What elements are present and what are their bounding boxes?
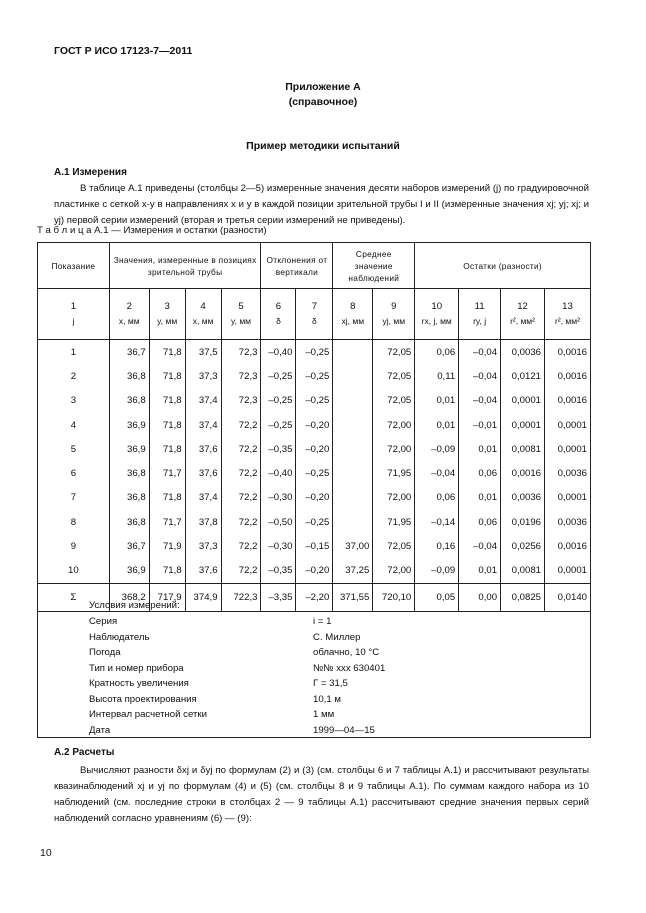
table-cell: 72,2 — [221, 510, 261, 534]
column-number: 4 — [200, 301, 206, 312]
table-cell: 71,8 — [149, 559, 185, 584]
table-cell: 2 — [38, 364, 110, 388]
table-cell: 72,3 — [221, 389, 261, 413]
table-row — [38, 486, 591, 510]
column-number: 1 — [70, 301, 77, 312]
table-cell: –0,30 — [261, 486, 296, 510]
column-unit: rx, j, мм — [421, 316, 452, 326]
table-row — [38, 559, 591, 584]
table-cell: 71,95 — [373, 510, 415, 534]
column-unit: x, мм — [192, 316, 214, 326]
sum-cell: 371,55 — [333, 583, 373, 611]
column-number: 2 — [126, 301, 132, 312]
table-cell: –0,40 — [261, 461, 296, 485]
table-cell — [333, 461, 373, 485]
header-measured: Значения, измеренные в позициях зрительной трубы — [109, 243, 261, 289]
column-unit: r², мм² — [555, 316, 580, 326]
column-label-1 — [38, 289, 110, 340]
sum-cell: –3,35 — [261, 583, 296, 611]
table-cell: 36,8 — [109, 510, 149, 534]
table-cell: –0,25 — [261, 413, 296, 437]
column-number-row — [38, 289, 591, 340]
table-row — [38, 413, 591, 437]
table-cell — [333, 413, 373, 437]
table-cell: 72,00 — [373, 486, 415, 510]
a2-text: Вычисляют разности δxj и δyj по формулам (2) и (3) (см. столбцы 6 и 7 таблицы А.1) и рассчитывают результаты квазинаблюдений xj и yj по формулам (4) и (5) (см. столбцы 8 и 9 таблицы А.1). По суммам каждого набора из 10 наблюдений (см. последние строки в столбцах 2 — 9 таблицы А.1) рассчитывают средние значения первых серий наблюдений согласно уравнениям (6) — (9): — [54, 765, 589, 824]
a1-text: В таблице А.1 приведены (столбцы 2—5) измеренные значения десяти наборов измерений (j) по градуировочной пластинке с сеткой x-y в направлениях x и y в каждой позиции зрительной трубы I и II (измеренные значения xj; yj; xj; и yj) первой серии измерений (вторая и третья серии измерений не приведены). — [54, 183, 589, 226]
table-row — [38, 340, 591, 365]
table-cell: –0,04 — [459, 534, 501, 558]
table-cell: 36,9 — [109, 559, 149, 584]
table-cell: 72,00 — [373, 559, 415, 584]
sum-symbol: Σ — [38, 583, 110, 611]
column-unit: j — [72, 316, 75, 326]
table-row — [38, 364, 591, 388]
column-label-4 — [185, 289, 221, 340]
condition-value: №№ ххх 630401 — [313, 662, 386, 674]
table-cell: –0,14 — [415, 510, 459, 534]
table-cell: 72,3 — [221, 340, 261, 365]
condition-label: Серия — [89, 616, 118, 627]
table-row — [38, 510, 591, 534]
table-cell: –0,04 — [459, 340, 501, 365]
table-cell: 36,7 — [109, 340, 149, 365]
table-cell: 0,0001 — [544, 486, 590, 510]
table-cell: 0,06 — [415, 340, 459, 365]
header-mean: Среднее значение наблюдений — [333, 243, 415, 289]
measurements-table — [37, 242, 591, 612]
table-cell: –0,25 — [296, 340, 333, 365]
condition-label: Кратность увеличения — [89, 678, 189, 689]
table-cell: 72,05 — [373, 340, 415, 365]
condition-value: 1999—04—15 — [313, 724, 375, 736]
table-cell: 71,7 — [149, 510, 185, 534]
table-cell — [333, 389, 373, 413]
condition-row — [89, 725, 569, 741]
condition-value: 10,1 м — [313, 693, 341, 705]
column-number: 11 — [474, 301, 485, 312]
table-cell: 72,00 — [373, 437, 415, 461]
table-cell: 71,95 — [373, 461, 415, 485]
table-cell: –0,04 — [415, 461, 459, 485]
table-cell: 71,7 — [149, 461, 185, 485]
table-cell: –0,25 — [261, 389, 296, 413]
table-row — [38, 534, 591, 558]
table-cell: –0,04 — [459, 364, 501, 388]
section-title: Пример методики испытаний — [246, 140, 400, 152]
sum-cell: 0,0825 — [501, 583, 545, 611]
a2-heading: А.2 Расчеты — [54, 747, 115, 758]
table-cell: –0,20 — [296, 437, 333, 461]
table-cell: –0,25 — [261, 364, 296, 388]
table-cell: 71,8 — [149, 486, 185, 510]
table-cell: –0,30 — [261, 534, 296, 558]
table-cell: –0,20 — [296, 413, 333, 437]
column-label-5 — [221, 289, 261, 340]
table-cell: 37,4 — [185, 413, 221, 437]
table-cell — [333, 510, 373, 534]
table-cell: –0,35 — [261, 559, 296, 584]
table-cell: 0,0001 — [544, 437, 590, 461]
measurement-conditions — [37, 595, 591, 738]
table-cell: –0,15 — [296, 534, 333, 558]
table-cell: 37,25 — [333, 559, 373, 584]
condition-row — [89, 663, 569, 679]
table-cell — [333, 340, 373, 365]
condition-row — [89, 694, 569, 710]
table-cell: 36,8 — [109, 461, 149, 485]
table-cell: 9 — [38, 534, 110, 558]
table-cell: 36,7 — [109, 534, 149, 558]
column-unit: r², мм² — [510, 316, 535, 326]
column-number: 10 — [431, 301, 443, 312]
table-cell — [333, 364, 373, 388]
header-reading: Показание — [38, 243, 110, 289]
table-cell: 0,0016 — [544, 534, 590, 558]
condition-value: облачно, 10 °С — [313, 647, 380, 658]
table-cell: –0,01 — [459, 413, 501, 437]
sum-cell: 0,0140 — [544, 583, 590, 611]
table-cell: 72,2 — [221, 437, 261, 461]
table-cell: 0,0001 — [544, 559, 590, 584]
column-label-9 — [373, 289, 415, 340]
table-cell: 0,0196 — [501, 510, 545, 534]
condition-row — [89, 709, 569, 725]
table-cell: 37,4 — [185, 389, 221, 413]
column-number: 8 — [350, 301, 356, 312]
table-cell: –0,50 — [261, 510, 296, 534]
table-cell: 72,2 — [221, 534, 261, 558]
table-row — [38, 461, 591, 485]
column-number: 12 — [517, 301, 528, 312]
condition-value: i = 1 — [313, 616, 332, 627]
table-cell: 0,01 — [459, 559, 501, 584]
table-cell: 0,06 — [459, 461, 501, 485]
table-cell: 71,8 — [149, 413, 185, 437]
column-label-10 — [415, 289, 459, 340]
table-cell: 37,5 — [185, 340, 221, 365]
table-cell: 37,6 — [185, 559, 221, 584]
table-cell: 0,0081 — [501, 559, 545, 584]
table-cell: –0,09 — [415, 559, 459, 584]
column-label-3 — [149, 289, 185, 340]
table-cell: 0,06 — [459, 510, 501, 534]
document-header: ГОСТ Р ИСО 17123-7—2011 — [54, 45, 193, 57]
table-cell: 0,0016 — [501, 461, 545, 485]
table-cell — [333, 486, 373, 510]
column-label-12 — [501, 289, 545, 340]
condition-label: Интервал расчетной сетки — [89, 709, 207, 720]
column-label-8 — [333, 289, 373, 340]
table-cell: 8 — [38, 510, 110, 534]
table-cell: 72,2 — [221, 413, 261, 437]
table-cell: –0,04 — [459, 389, 501, 413]
condition-label: Наблюдатель — [89, 631, 150, 643]
sum-cell: –2,20 — [296, 583, 333, 611]
table-cell: 0,0256 — [501, 534, 545, 558]
table-cell: 5 — [38, 437, 110, 461]
condition-value: Г = 31,5 — [313, 678, 348, 689]
table-cell: 72,05 — [373, 389, 415, 413]
condition-label: Высота проектирования — [89, 693, 197, 705]
sum-cell: 720,10 — [373, 583, 415, 611]
column-number: 9 — [391, 301, 397, 312]
header-residuals: Остатки (разности) — [415, 243, 591, 289]
table-cell: –0,20 — [296, 559, 333, 584]
table-cell: 0,01 — [415, 389, 459, 413]
table-cell: 37,3 — [185, 534, 221, 558]
condition-label: Погода — [89, 647, 121, 658]
column-unit: yj, мм — [382, 316, 406, 326]
table-cell: 3 — [38, 389, 110, 413]
table-cell: –0,25 — [296, 461, 333, 485]
table-cell: 36,8 — [109, 364, 149, 388]
table-cell: 0,0001 — [544, 413, 590, 437]
table-cell: 71,8 — [149, 437, 185, 461]
column-label-11 — [459, 289, 501, 340]
table-cell: 0,11 — [415, 364, 459, 388]
column-unit: x, мм — [118, 316, 140, 326]
column-label-2 — [109, 289, 149, 340]
table-header-row — [38, 243, 591, 289]
sum-cell: 368,2 — [109, 583, 149, 611]
table-cell: 0,16 — [415, 534, 459, 558]
table-cell: 0,0081 — [501, 437, 545, 461]
column-label-6 — [261, 289, 296, 340]
condition-row — [89, 647, 569, 663]
table-cell: 72,2 — [221, 461, 261, 485]
column-number: 3 — [164, 301, 170, 312]
table-cell: 36,9 — [109, 437, 149, 461]
column-number: 5 — [238, 301, 244, 312]
table-cell: 71,9 — [149, 534, 185, 558]
table-cell: 37,00 — [333, 534, 373, 558]
table-cell: 72,05 — [373, 364, 415, 388]
column-unit: y, мм — [231, 316, 252, 326]
table-cell: 71,8 — [149, 389, 185, 413]
a1-heading: А.1 Измерения — [54, 167, 127, 178]
column-unit: y, мм — [157, 316, 178, 326]
table-cell: 36,9 — [109, 413, 149, 437]
condition-value: 1 мм — [313, 709, 335, 720]
condition-row — [89, 616, 569, 632]
table-cell: 0,0121 — [501, 364, 545, 388]
table-cell: 0,0036 — [544, 461, 590, 485]
annex-title: Приложение А — [285, 81, 361, 93]
condition-label: Тип и номер прибора — [89, 662, 184, 674]
condition-row — [89, 678, 569, 694]
column-number: 13 — [562, 301, 573, 312]
table-cell: –0,25 — [296, 389, 333, 413]
table-cell: 0,01 — [415, 413, 459, 437]
table-row — [38, 389, 591, 413]
table-cell: 36,8 — [109, 486, 149, 510]
table-cell: 0,0036 — [501, 340, 545, 365]
table-cell — [333, 437, 373, 461]
table-cell: 0,01 — [459, 486, 501, 510]
table-cell: 1 — [38, 340, 110, 365]
table-cell: 72,2 — [221, 559, 261, 584]
column-number: 7 — [311, 301, 318, 312]
sum-cell: 717,9 — [149, 583, 185, 611]
column-unit: δ — [276, 316, 281, 326]
annex-subtitle: (справочное) — [288, 96, 358, 108]
table-cell: –0,40 — [261, 340, 296, 365]
table-cell: 72,00 — [373, 413, 415, 437]
table-cell: 72,05 — [373, 534, 415, 558]
table-cell: 37,6 — [185, 437, 221, 461]
table-cell: 37,6 — [185, 461, 221, 485]
sum-cell: 722,3 — [221, 583, 261, 611]
table-cell: 6 — [38, 461, 110, 485]
table-cell: 37,4 — [185, 486, 221, 510]
page-number: 10 — [40, 847, 52, 859]
column-unit: δ — [312, 316, 317, 326]
condition-label: Дата — [89, 724, 111, 736]
column-unit: xj, мм — [341, 316, 365, 326]
table-cell: 71,8 — [149, 364, 185, 388]
sum-cell: 0,00 — [459, 583, 501, 611]
table-cell: –0,09 — [415, 437, 459, 461]
sum-cell: 374,9 — [185, 583, 221, 611]
table-cell: 71,8 — [149, 340, 185, 365]
table-cell: 72,3 — [221, 364, 261, 388]
table-row — [38, 437, 591, 461]
table-cell: 0,0001 — [501, 413, 545, 437]
table-cell: 37,8 — [185, 510, 221, 534]
table-cell: 10 — [38, 559, 110, 584]
table-cell: 0,06 — [415, 486, 459, 510]
table-cell: –0,25 — [296, 510, 333, 534]
table-caption: Т а б л и ц а А.1 — Измерения и остатки (разности) — [37, 225, 267, 236]
column-number: 6 — [275, 301, 282, 312]
table-cell: 37,3 — [185, 364, 221, 388]
table-cell: –0,25 — [296, 364, 333, 388]
table-cell: 0,0036 — [544, 510, 590, 534]
table-cell: 0,0016 — [544, 364, 590, 388]
conditions-title: Условия измерений: — [89, 600, 180, 611]
column-label-7 — [296, 289, 333, 340]
column-label-13 — [544, 289, 590, 340]
condition-value: С. Миллер — [313, 631, 361, 643]
table-cell: 0,0016 — [544, 389, 590, 413]
column-unit: ry, j — [473, 316, 487, 326]
table-cell: 36,8 — [109, 389, 149, 413]
table-cell: 0,0036 — [501, 486, 545, 510]
table-cell: 72,2 — [221, 486, 261, 510]
condition-row — [89, 632, 569, 648]
table-cell: 0,0016 — [544, 340, 590, 365]
table-cell: 0,01 — [459, 437, 501, 461]
table-cell: –0,35 — [261, 437, 296, 461]
table-cell: 4 — [38, 413, 110, 437]
table-cell: –0,20 — [296, 486, 333, 510]
table-cell: 7 — [38, 486, 110, 510]
table-cell: 0,0001 — [501, 389, 545, 413]
sum-cell: 0,05 — [415, 583, 459, 611]
header-deviation: Отклонения от вертикали — [261, 243, 333, 289]
